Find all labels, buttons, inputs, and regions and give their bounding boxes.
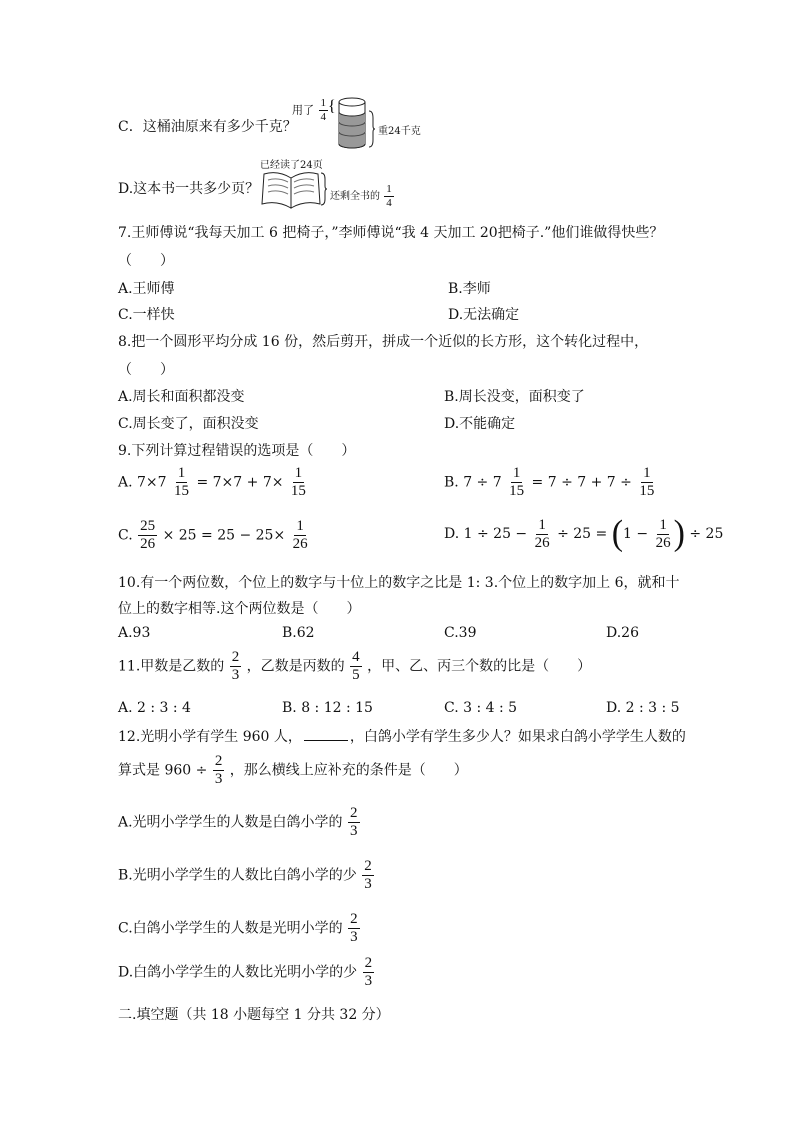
q11-option-b[interactable]: B. 8 : 12 : 15 xyxy=(282,700,373,716)
q8-option-b[interactable]: B.周长没变，面积变了 xyxy=(444,389,585,405)
q12-option-c[interactable]: C.白鸽小学学生的人数是光明小学的 $\frac{2}{3}$ xyxy=(118,911,358,945)
question-10-stem-line1: 10.有一个两位数，个位上的数字与十位上的数字之比是 1: 3.个位上的数字加上 6，就和十 xyxy=(118,575,680,591)
q9-option-d[interactable]: D. 1 ÷ 25 − $\frac{1}{26}$ ÷ 25 = (1 − $\frac{1}{26}$ ) ÷ 25 xyxy=(444,514,724,553)
q11-option-c[interactable]: C. 3 : 4 : 5 xyxy=(444,700,518,716)
question-8-stem: 8.把一个圆形平均分成 16 份，然后剪开，拼成一个近似的长方形，这个转化过程中， xyxy=(118,334,649,350)
q10-option-b[interactable]: B.62 xyxy=(282,625,315,641)
q7-option-c[interactable]: C.一样快 xyxy=(118,307,175,323)
question-12-stem-line2: 算式是 960 ÷ $\frac{2}{3}$ ，那么横线上应补充的条件是（ ） xyxy=(118,753,468,787)
q8-option-d[interactable]: D.不能确定 xyxy=(444,416,516,432)
q11-option-d[interactable]: D. 2 : 3 : 5 xyxy=(606,700,680,716)
q10-option-c[interactable]: C.39 xyxy=(444,625,477,641)
q7-option-d[interactable]: D.无法确定 xyxy=(448,307,520,323)
q9-option-a[interactable]: A. 7×7 $\frac{1}{15}$ = 7×7 + 7× $\frac{1}{15}$ xyxy=(118,465,306,499)
question-10-stem-line2: 位上的数字相等.这个两位数是（ ） xyxy=(118,601,361,617)
q7-option-b[interactable]: B.李师 xyxy=(448,281,491,297)
section-2-heading: 二.填空题（共 18 小题每空 1 分共 32 分） xyxy=(118,1007,390,1023)
weight-label: 重24千克 xyxy=(378,126,421,137)
q9-option-c[interactable]: C. $\frac{25}{26}$ × 25 = 25 − 25× $\frac{1}{26}$ xyxy=(118,518,308,552)
question-11-stem: 11.甲数是乙数的 $\frac{2}{3}$ ，乙数是丙数的 $\frac{4}{5}$ ，甲、乙、丙三个数的比是（ ） xyxy=(118,649,592,683)
q8-option-c[interactable]: C.周长变了，面积没变 xyxy=(118,416,259,432)
oil-bucket-figure xyxy=(292,96,432,152)
oil-bucket-icon xyxy=(328,96,368,152)
answer-blank[interactable] xyxy=(304,728,348,741)
open-book-icon xyxy=(260,168,322,212)
q8-option-a[interactable]: A.周长和面积都没变 xyxy=(118,389,245,405)
q11-option-a[interactable]: A. 2 : 3 : 4 xyxy=(118,700,191,716)
used-label: 用了 $\frac{1}{4}$ xyxy=(292,97,326,123)
brace-icon xyxy=(320,172,328,206)
question-7-paren: （ ） xyxy=(118,253,174,269)
question-12-stem-line1: 12.光明小学有学生 960 人， ，白鸽小学有学生多少人？如果求白鸽小学学生人数的 xyxy=(118,729,686,745)
q12-option-a[interactable]: A.光明小学学生的人数是白鸽小学的 $\frac{2}{3}$ xyxy=(118,805,358,839)
question-7-stem: 7.王师傅说“我每天加工 6 把椅子，”李师傅说“我 4 天加工 20把椅子.”他们谁做得快些？ xyxy=(118,225,664,241)
question-9-stem: 9.下列计算过程错误的选项是（ ） xyxy=(118,443,356,459)
q9-option-b[interactable]: B. 7 ÷ 7 $\frac{1}{15}$ = 7 ÷ 7 + 7 ÷ $\frac{1}{15}$ xyxy=(444,465,655,499)
question-d-label: D.这本书一共多少页？ xyxy=(118,181,260,197)
q7-option-a[interactable]: A.王师傅 xyxy=(118,281,175,297)
q10-option-d[interactable]: D.26 xyxy=(606,625,639,641)
q10-option-a[interactable]: A.93 xyxy=(118,625,151,641)
remain-label: 还剩全书的 $\frac{1}{4}$ xyxy=(330,183,392,209)
book-figure xyxy=(258,156,398,212)
question-8-paren: （ ） xyxy=(118,362,174,378)
read-label: 已经读了24页 xyxy=(260,160,323,171)
brace-icon xyxy=(368,110,376,148)
question-c-label: C．这桶油原来有多少千克？ xyxy=(118,119,297,135)
q12-option-b[interactable]: B.光明小学学生的人数比白鸽小学的少 $\frac{2}{3}$ xyxy=(118,858,372,892)
svg-text:{: { xyxy=(328,98,336,115)
q12-option-d[interactable]: D.白鸽小学学生的人数比光明小学的少 $\frac{2}{3}$ xyxy=(118,955,373,989)
